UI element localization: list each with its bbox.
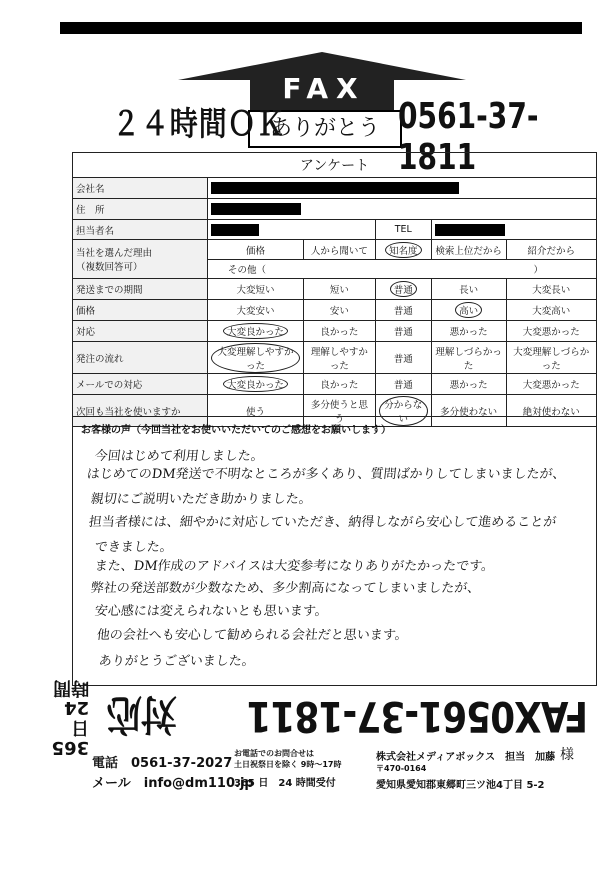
reason-label: 当社を選んだ理由 （複数回答可） <box>73 240 208 279</box>
rating-option: 普通 <box>393 327 413 338</box>
rating-option-circled: 大変良かった <box>223 376 288 392</box>
footer-fax-note: 365 日 24 時間受付 <box>234 778 336 789</box>
rating-option: 使う <box>245 406 265 418</box>
handwritten-line: 今回はじめて利用しました。 <box>94 449 265 464</box>
rating-option: 長い <box>459 285 479 296</box>
rating-option-circled: 普通 <box>390 281 417 297</box>
rating-option: 多分使わない <box>440 406 498 418</box>
handwritten-line: 安心感には変えられないとも思います。 <box>94 604 329 619</box>
fax-heading: FAX <box>282 72 366 105</box>
banner-days: 365日 24時間 <box>51 677 90 758</box>
address-label: 住 所 <box>73 199 208 220</box>
reason-other: その他（ <box>228 265 267 276</box>
rating-option: 良かった <box>320 327 359 338</box>
rating-option: 大変安い <box>236 306 275 317</box>
rating-option-circled: 大変良かった <box>223 323 288 339</box>
rating-row-label: 次回も当社を使いますか <box>73 395 208 427</box>
rating-option: 安い <box>329 306 349 317</box>
survey-title: アンケート <box>73 153 597 178</box>
rating-row-label: 発注の流れ <box>73 342 208 374</box>
rating-option-circled: 分からない <box>379 396 428 426</box>
redacted-person <box>211 224 259 236</box>
handwritten-line: 親切にご説明いただき助かりました。 <box>90 492 313 507</box>
rating-row-label: 発送までの期間 <box>73 279 208 300</box>
voice-title: お客様の声（今回当社をお使いいただいてのご感想をお願いします） <box>81 425 391 436</box>
top-black-bar <box>60 22 582 34</box>
company-label: 会社名 <box>73 178 208 199</box>
handwritten-line: 担当者様には、細やかに対応していただき、納得しながら安心して進めることが <box>88 515 558 530</box>
rating-option: 大変理解しづらかった <box>513 346 590 372</box>
rating-option: 悪かった <box>449 380 488 391</box>
rating-row-label: メールでの対応 <box>73 374 208 395</box>
rating-row-label: 対応 <box>73 321 208 342</box>
rating-option: 普通 <box>393 380 413 391</box>
footer-inquiry-1: お電話でのお問合せは <box>234 749 314 758</box>
redacted-tel <box>435 224 505 236</box>
handwritten-line: また、DM作成のアドバイスは大変参考になりありがたかったです。 <box>94 559 495 574</box>
footer-zip: 〒470-0164 <box>376 764 427 773</box>
rating-option: 大変悪かった <box>522 380 580 391</box>
handwritten-line: はじめてのDM発送で不明なところが多くあり、質問ばかりしてしまいましたが、 <box>86 467 567 482</box>
rating-option: 悪かった <box>449 327 488 338</box>
thanks-label: ありがとう <box>248 110 402 148</box>
rating-option: 普通 <box>393 353 413 365</box>
redacted-company <box>211 182 459 194</box>
reason-option: 検索上位だから <box>431 240 506 260</box>
fax-number: 0561-37-1811 <box>398 96 539 178</box>
rating-option: 絶対使わない <box>522 406 580 418</box>
rating-option-circled: 高い <box>455 302 482 318</box>
rating-option: 大変悪かった <box>522 327 580 338</box>
footer-company: 株式会社メディアボックス 担当 加藤 <box>376 752 556 763</box>
reason-other-close: ） <box>533 265 543 276</box>
footer-sama: 様 <box>560 747 574 763</box>
rating-option: 良かった <box>320 380 359 391</box>
survey-table <box>72 152 597 427</box>
rating-option: 大変長い <box>532 285 571 296</box>
handwritten-line: できました。 <box>94 540 174 555</box>
person-label: 担当者名 <box>73 220 208 240</box>
footer-inquiry-2: 土日祝祭日を除く 9時～17時 <box>234 760 342 769</box>
reason-option-circled: 知名度 <box>385 242 422 258</box>
reason-option: 価格 <box>208 240 304 260</box>
rating-option: 普通 <box>393 306 413 317</box>
footer-mail: メール info@dm110.jp <box>92 776 254 791</box>
footer-address: 愛知県愛知郡東郷町三ツ池4丁目 5-2 <box>376 780 545 791</box>
handwritten-line: 他の会社へも安心して勧められる会社だと思います。 <box>96 628 409 643</box>
redacted-address <box>211 203 301 215</box>
rating-option: 理解しやすかった <box>310 346 368 372</box>
rating-option-circled: 大変理解しやすかった <box>211 343 300 373</box>
rating-option: 大変高い <box>532 306 571 317</box>
banner-taiou: 対応 <box>107 690 178 739</box>
reason-option: 人から聞いて <box>303 240 375 260</box>
rating-row-label: 価格 <box>73 300 208 321</box>
rating-option: 大変短い <box>236 285 275 296</box>
reason-option: 紹介だから <box>506 240 596 260</box>
rating-option: 理解しづらかった <box>435 346 502 372</box>
hours-label: ２４時間ＯＫ <box>112 104 286 143</box>
handwritten-line: ありがとうございました。 <box>98 654 256 669</box>
footer-tel: 電話 0561-37-2027 <box>92 756 233 771</box>
rating-option: 多分使うと思う <box>310 399 368 425</box>
rating-option: 短い <box>329 285 349 296</box>
customer-voice-box <box>72 416 597 686</box>
tel-label: TEL <box>375 220 431 240</box>
handwritten-line: 弊社の発送部数が少数なため、多少割高になってしまいましたが、 <box>90 581 482 596</box>
banner-fax: FAX0561-37-1811 <box>247 692 588 742</box>
